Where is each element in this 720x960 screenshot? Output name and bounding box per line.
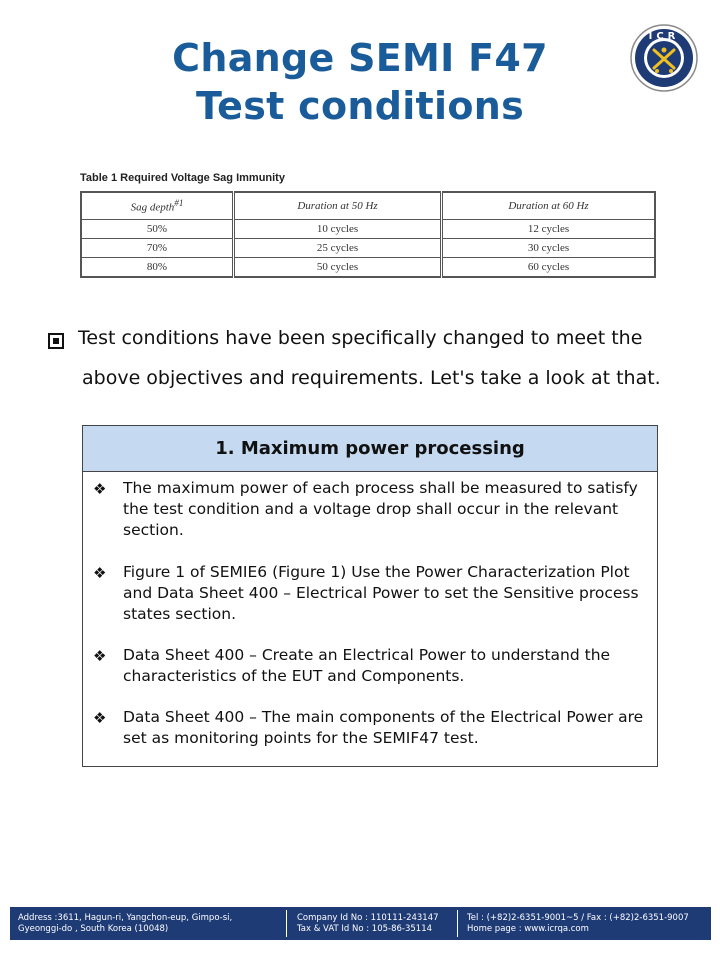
footer-contact [467,913,689,935]
diamond-bullet-icon: ❖ [93,647,107,665]
table-cell: 80% [81,258,234,278]
footer-divider [286,910,287,937]
list-item-text: Data Sheet 400 – The main components of the Electrical Power are set as monitoring points for the SEMIF47 test. [123,708,644,747]
footer-bar [10,907,711,940]
section-box [82,425,658,767]
list-item-text: Figure 1 of SEMIE6 (Figure 1) Use the Power Characterization Plot and Data Sheet 400 – Electrical Power to set the Sensitive process states section. [123,563,639,623]
table-cell: 10 cycles [234,220,442,239]
diamond-bullet-icon: ❖ [93,564,107,582]
table-caption: Table 1 Required Voltage Sag Immunity [80,172,285,184]
table-cell: 70% [81,239,234,258]
table-cell: 12 cycles [442,220,656,239]
table-cell: 50 cycles [234,258,442,278]
table-row [81,239,655,258]
diamond-bullet-icon: ❖ [93,480,107,498]
header-superscript: #1 [174,198,184,209]
footer-contact-line-1: Tel : (+82)2-6351-9001~5 / Fax : (+82)2-6351-9007 [467,913,689,923]
logo-text: ICR [648,31,680,42]
footer-address [18,913,232,935]
list-item-text: The maximum power of each process shall be measured to satisfy the test condition and a voltage drop shall occur in the relevant section. [123,479,638,539]
footer-divider [457,910,458,937]
header-duration-60hz: Duration at 60 Hz [442,192,656,220]
table-cell: 50% [81,220,234,239]
table-row [81,220,655,239]
footer-company-line-1: Company Id No : 110111-243147 [297,913,439,923]
voltage-sag-table [80,191,656,278]
footer-homepage-link[interactable]: Home page : www.icrqa.com [467,924,589,934]
square-bullet-icon [48,333,64,349]
intro-line-1: Test conditions have been specifically changed to meet the [78,327,643,349]
header-duration-50hz: Duration at 50 Hz [234,192,442,220]
footer-company-line-2: Tax & VAT Id No : 105-86-35114 [297,924,433,934]
footer-address-line-2: Gyeonggi-do , South Korea (10048) [18,924,169,934]
table-cell: 60 cycles [442,258,656,278]
table-row [81,258,655,278]
table-header-row [81,192,655,220]
list-item-text: Data Sheet 400 – Create an Electrical Power to understand the characteristics of the EUT and Components. [123,646,611,685]
title-line-2: Test conditions [195,84,525,128]
header-sag-depth: Sag depth$^{\#1}$ [81,192,234,220]
footer-address-line-1: Address :3611, Hagun-ri, Yangchon-eup, Gimpo-si, [18,913,233,923]
table-cell: 30 cycles [442,239,656,258]
footer-company-ids [297,913,439,935]
icr-seal-logo [630,24,698,92]
page-title [100,34,620,130]
title-line-1: Change SEMI F47 [172,36,548,80]
table-cell: 25 cycles [234,239,442,258]
section-heading: 1. Maximum power processing [83,426,657,472]
diamond-bullet-icon: ❖ [93,709,107,727]
intro-line-2: above objectives and requirements. Let's take a look at that. [82,367,661,389]
